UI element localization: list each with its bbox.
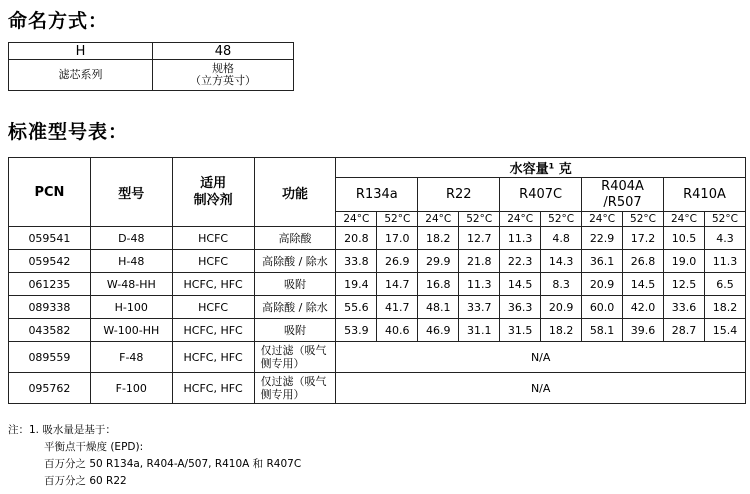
model-cell: W-100-HH [90,319,172,342]
capacity-cell: 18.2 [704,296,745,319]
na-cell: N/A [336,342,746,373]
temp-24c: 24°C [418,212,459,227]
capacity-cell: 18.2 [418,227,459,250]
capacity-cell: 36.1 [582,250,623,273]
temp-52c: 52°C [459,212,500,227]
capacity-cell: 20.9 [541,296,582,319]
capacity-cell: 39.6 [623,319,664,342]
table-row [9,296,746,319]
notes [8,422,301,490]
refrigerant-cell: HCFC [172,296,254,319]
refrigerant-cell: HCFC, HFC [172,273,254,296]
capacity-cell: 48.1 [418,296,459,319]
naming-table [8,42,294,91]
pcn-cell: 089338 [9,296,91,319]
capacity-cell: 11.3 [500,227,541,250]
temp-24c: 24°C [664,212,705,227]
naming-code-row [9,43,294,60]
capacity-cell: 31.1 [459,319,500,342]
capacity-cell: 4.3 [704,227,745,250]
model-cell: F-48 [90,342,172,373]
function-cell: 仅过滤（吸气 侧专用） [254,373,336,404]
capacity-cell: 12.7 [459,227,500,250]
table-row [9,250,746,273]
ref-r22: R22 [418,178,500,212]
table-row [9,319,746,342]
table-row [9,373,746,404]
temp-52c: 52°C [541,212,582,227]
model-cell: H-100 [90,296,172,319]
ref-r134a: R134a [336,178,418,212]
refrigerant-cell: HCFC [172,250,254,273]
na-cell: N/A [336,373,746,404]
header-refrigerant: 适用 制冷剂 [172,158,254,227]
ref-r404a-r507: R404A /R507 [582,178,664,212]
note-line: 百万分之 50 R134a, R404-A/507, R410A 和 R407C [44,458,302,470]
note-line: 平衡点干燥度 (EPD): [44,441,144,453]
desc-series: 滤芯系列 [9,60,153,91]
table-row [9,227,746,250]
temp-24c: 24°C [582,212,623,227]
table-row [9,342,746,373]
capacity-cell: 26.8 [623,250,664,273]
capacity-cell: 14.5 [623,273,664,296]
capacity-cell: 55.6 [336,296,377,319]
capacity-cell: 8.3 [541,273,582,296]
models-title: 标准型号表： [8,121,129,143]
models-table [8,157,746,404]
capacity-cell: 12.5 [664,273,705,296]
model-cell: D-48 [90,227,172,250]
capacity-cell: 20.9 [582,273,623,296]
note-lead: 注：1. 吸水量是基于： [8,424,116,436]
capacity-cell: 11.3 [704,250,745,273]
function-cell: 高除酸 [254,227,336,250]
header-model: 型号 [90,158,172,227]
capacity-cell: 33.6 [664,296,705,319]
capacity-cell: 46.9 [418,319,459,342]
code-size: 48 [153,43,294,60]
capacity-cell: 19.4 [336,273,377,296]
pcn-cell: 059542 [9,250,91,273]
capacity-cell: 14.5 [500,273,541,296]
capacity-cell: 41.7 [377,296,418,319]
refrigerant-cell: HCFC [172,227,254,250]
model-cell: F-100 [90,373,172,404]
pcn-cell: 061235 [9,273,91,296]
pcn-cell: 095762 [9,373,91,404]
capacity-cell: 40.6 [377,319,418,342]
capacity-cell: 33.7 [459,296,500,319]
capacity-cell: 58.1 [582,319,623,342]
model-cell: H-48 [90,250,172,273]
capacity-cell: 11.3 [459,273,500,296]
capacity-cell: 14.3 [541,250,582,273]
capacity-cell: 18.2 [541,319,582,342]
capacity-cell: 36.3 [500,296,541,319]
capacity-cell: 31.5 [500,319,541,342]
header-capacity: 水容量¹ 克 [336,158,746,178]
refrigerant-cell: HCFC, HFC [172,373,254,404]
ref-r410a: R410A [664,178,746,212]
header-function: 功能 [254,158,336,227]
temp-52c: 52°C [704,212,745,227]
naming-title: 命名方式： [8,10,109,32]
ref-r407c: R407C [500,178,582,212]
temp-24c: 24°C [500,212,541,227]
pcn-cell: 059541 [9,227,91,250]
model-cell: W-48-HH [90,273,172,296]
capacity-cell: 33.8 [336,250,377,273]
table-row [9,273,746,296]
capacity-cell: 15.4 [704,319,745,342]
pcn-cell: 089559 [9,342,91,373]
desc-size: 规格 （立方英寸） [153,60,294,91]
capacity-cell: 20.8 [336,227,377,250]
capacity-cell: 22.9 [582,227,623,250]
naming-desc-row [9,60,294,91]
capacity-cell: 4.8 [541,227,582,250]
refrigerant-cell: HCFC, HFC [172,319,254,342]
capacity-cell: 17.2 [623,227,664,250]
capacity-cell: 16.8 [418,273,459,296]
header-pcn: PCN [9,158,91,227]
temp-52c: 52°C [623,212,664,227]
note-line: 百万分之 60 R22 [44,475,127,487]
header-row-1 [9,158,746,178]
function-cell: 吸附 [254,273,336,296]
capacity-cell: 6.5 [704,273,745,296]
capacity-cell: 17.0 [377,227,418,250]
capacity-cell: 29.9 [418,250,459,273]
temp-24c: 24°C [336,212,377,227]
capacity-cell: 14.7 [377,273,418,296]
refrigerant-cell: HCFC, HFC [172,342,254,373]
capacity-cell: 19.0 [664,250,705,273]
function-cell: 仅过滤（吸气 侧专用） [254,342,336,373]
capacity-cell: 28.7 [664,319,705,342]
capacity-cell: 53.9 [336,319,377,342]
capacity-cell: 21.8 [459,250,500,273]
function-cell: 吸附 [254,319,336,342]
code-series: H [9,43,153,60]
function-cell: 高除酸 / 除水 [254,250,336,273]
function-cell: 高除酸 / 除水 [254,296,336,319]
pcn-cell: 043582 [9,319,91,342]
capacity-cell: 42.0 [623,296,664,319]
temp-52c: 52°C [377,212,418,227]
capacity-cell: 26.9 [377,250,418,273]
capacity-cell: 60.0 [582,296,623,319]
capacity-cell: 10.5 [664,227,705,250]
capacity-cell: 22.3 [500,250,541,273]
